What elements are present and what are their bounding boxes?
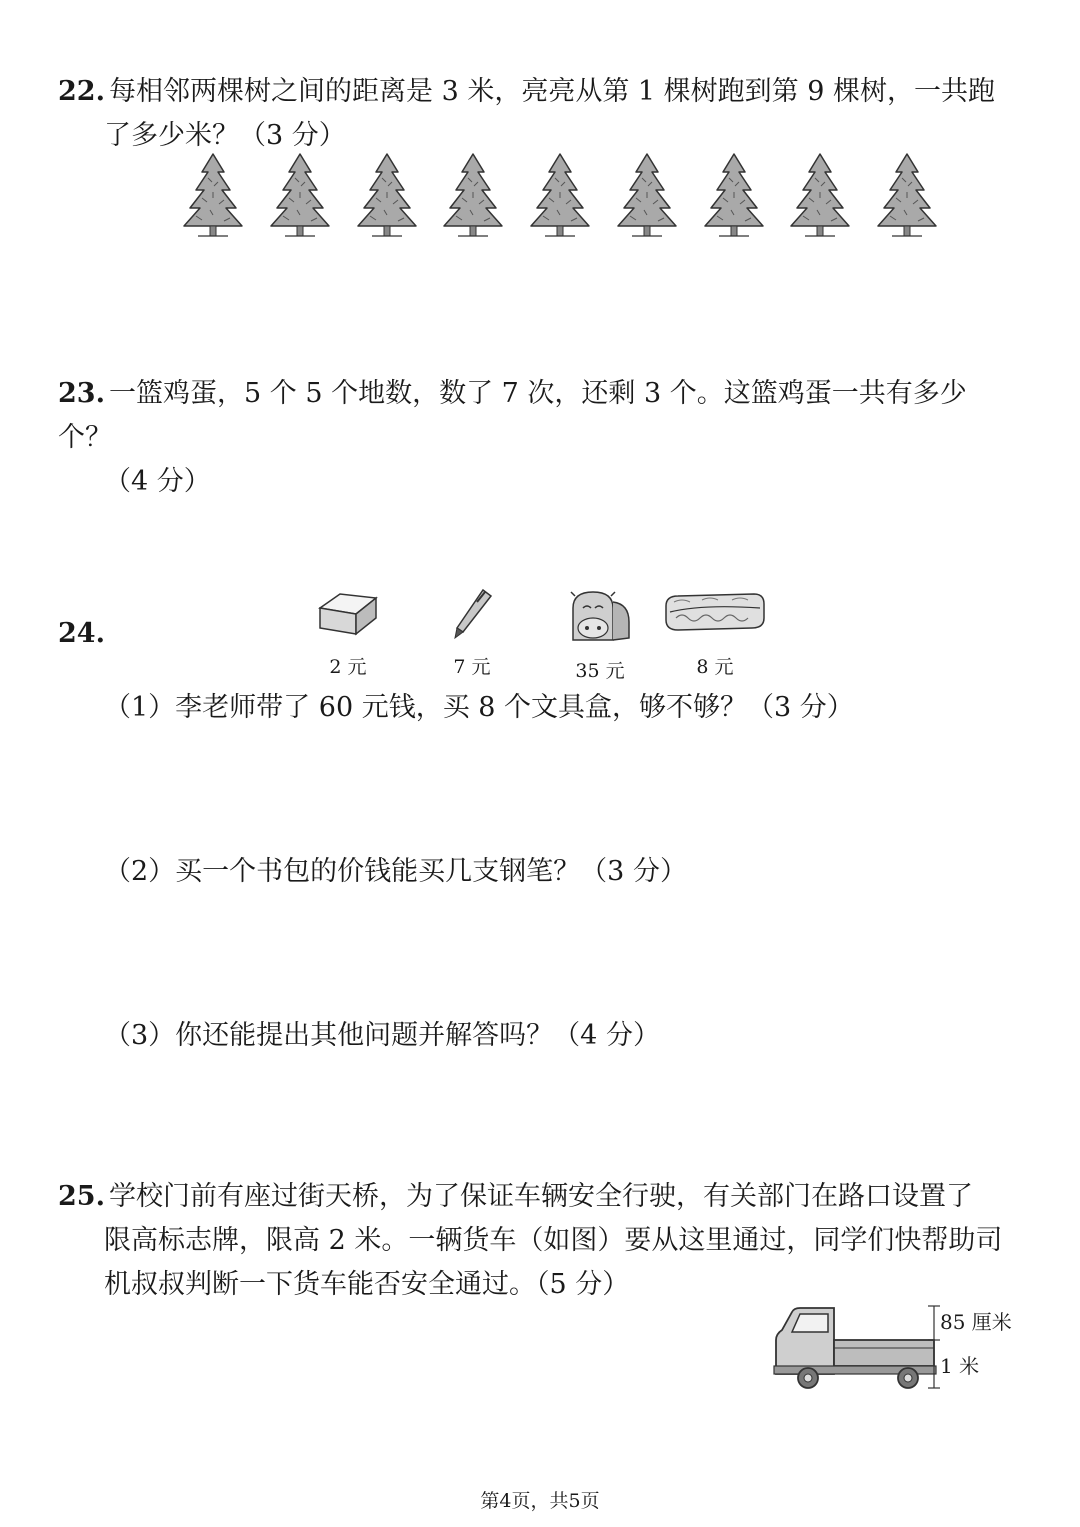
tree-icon [874,152,940,238]
eraser-icon [314,588,382,640]
price-item [308,588,388,679]
question-text: 一篮鸡蛋，5 个 5 个地数，数了 7 次，还剩 3 个。这篮鸡蛋一共有多少个？ [58,378,967,453]
price-list [300,588,800,698]
price-label: 35 元 [575,660,625,682]
price-label: 2 元 [329,656,367,678]
tree-row [180,152,940,242]
dimension-label-bottom: 1 米 [940,1354,980,1378]
sub-question-1: （1）李老师带了 60 元钱，买 8 个文具盒，够不够？（3 分） [104,692,854,723]
tree-icon [354,152,420,238]
tree-icon [527,152,593,238]
price-label: 7 元 [453,656,491,678]
question-text: 限高标志牌，限高 2 米。一辆货车（如图）要从这里通过，同学们快帮助司 [104,1225,1003,1256]
question-text: （4 分） [104,466,211,497]
backpack-icon [563,588,637,644]
tree-icon [180,152,246,238]
question-22 [58,70,1020,158]
question-text: 每相邻两棵树之间的距离是 3 米，亮亮从第 1 棵树跑到第 9 棵树，一共跑 [108,76,996,107]
dimension-label-top: 85 厘米 [940,1310,1012,1334]
question-text: 学校门前有座过街天桥，为了保证车辆安全行驶，有关部门在路口设置了 [108,1181,973,1212]
question-number: 25. [58,1181,105,1212]
question-number: 24. [58,618,105,649]
question-text: 了多少米？（3 分） [104,120,346,151]
tree-icon [701,152,767,238]
page-footer: 第4页，共5页 [480,1490,600,1512]
question-text: 机叔叔判断一下货车能否安全通过。（5 分） [104,1269,630,1300]
pencil-case-icon [662,588,768,636]
sub-question-3: （3）你还能提出其他问题并解答吗？（4 分） [104,1020,660,1051]
sub-question-2: （2）买一个书包的价钱能买几支钢笔？（3 分） [104,856,687,887]
tree-icon [267,152,333,238]
price-item [432,588,512,679]
tree-icon [440,152,506,238]
question-23 [58,372,1020,504]
tree-icon [787,152,853,238]
question-number: 23. [58,378,105,409]
price-item [660,588,770,679]
question-number: 22. [58,76,105,107]
tree-icon [614,152,680,238]
price-item [558,588,642,683]
price-label: 8 元 [696,656,734,678]
pen-icon [447,588,497,640]
question-25 [58,1175,1020,1307]
